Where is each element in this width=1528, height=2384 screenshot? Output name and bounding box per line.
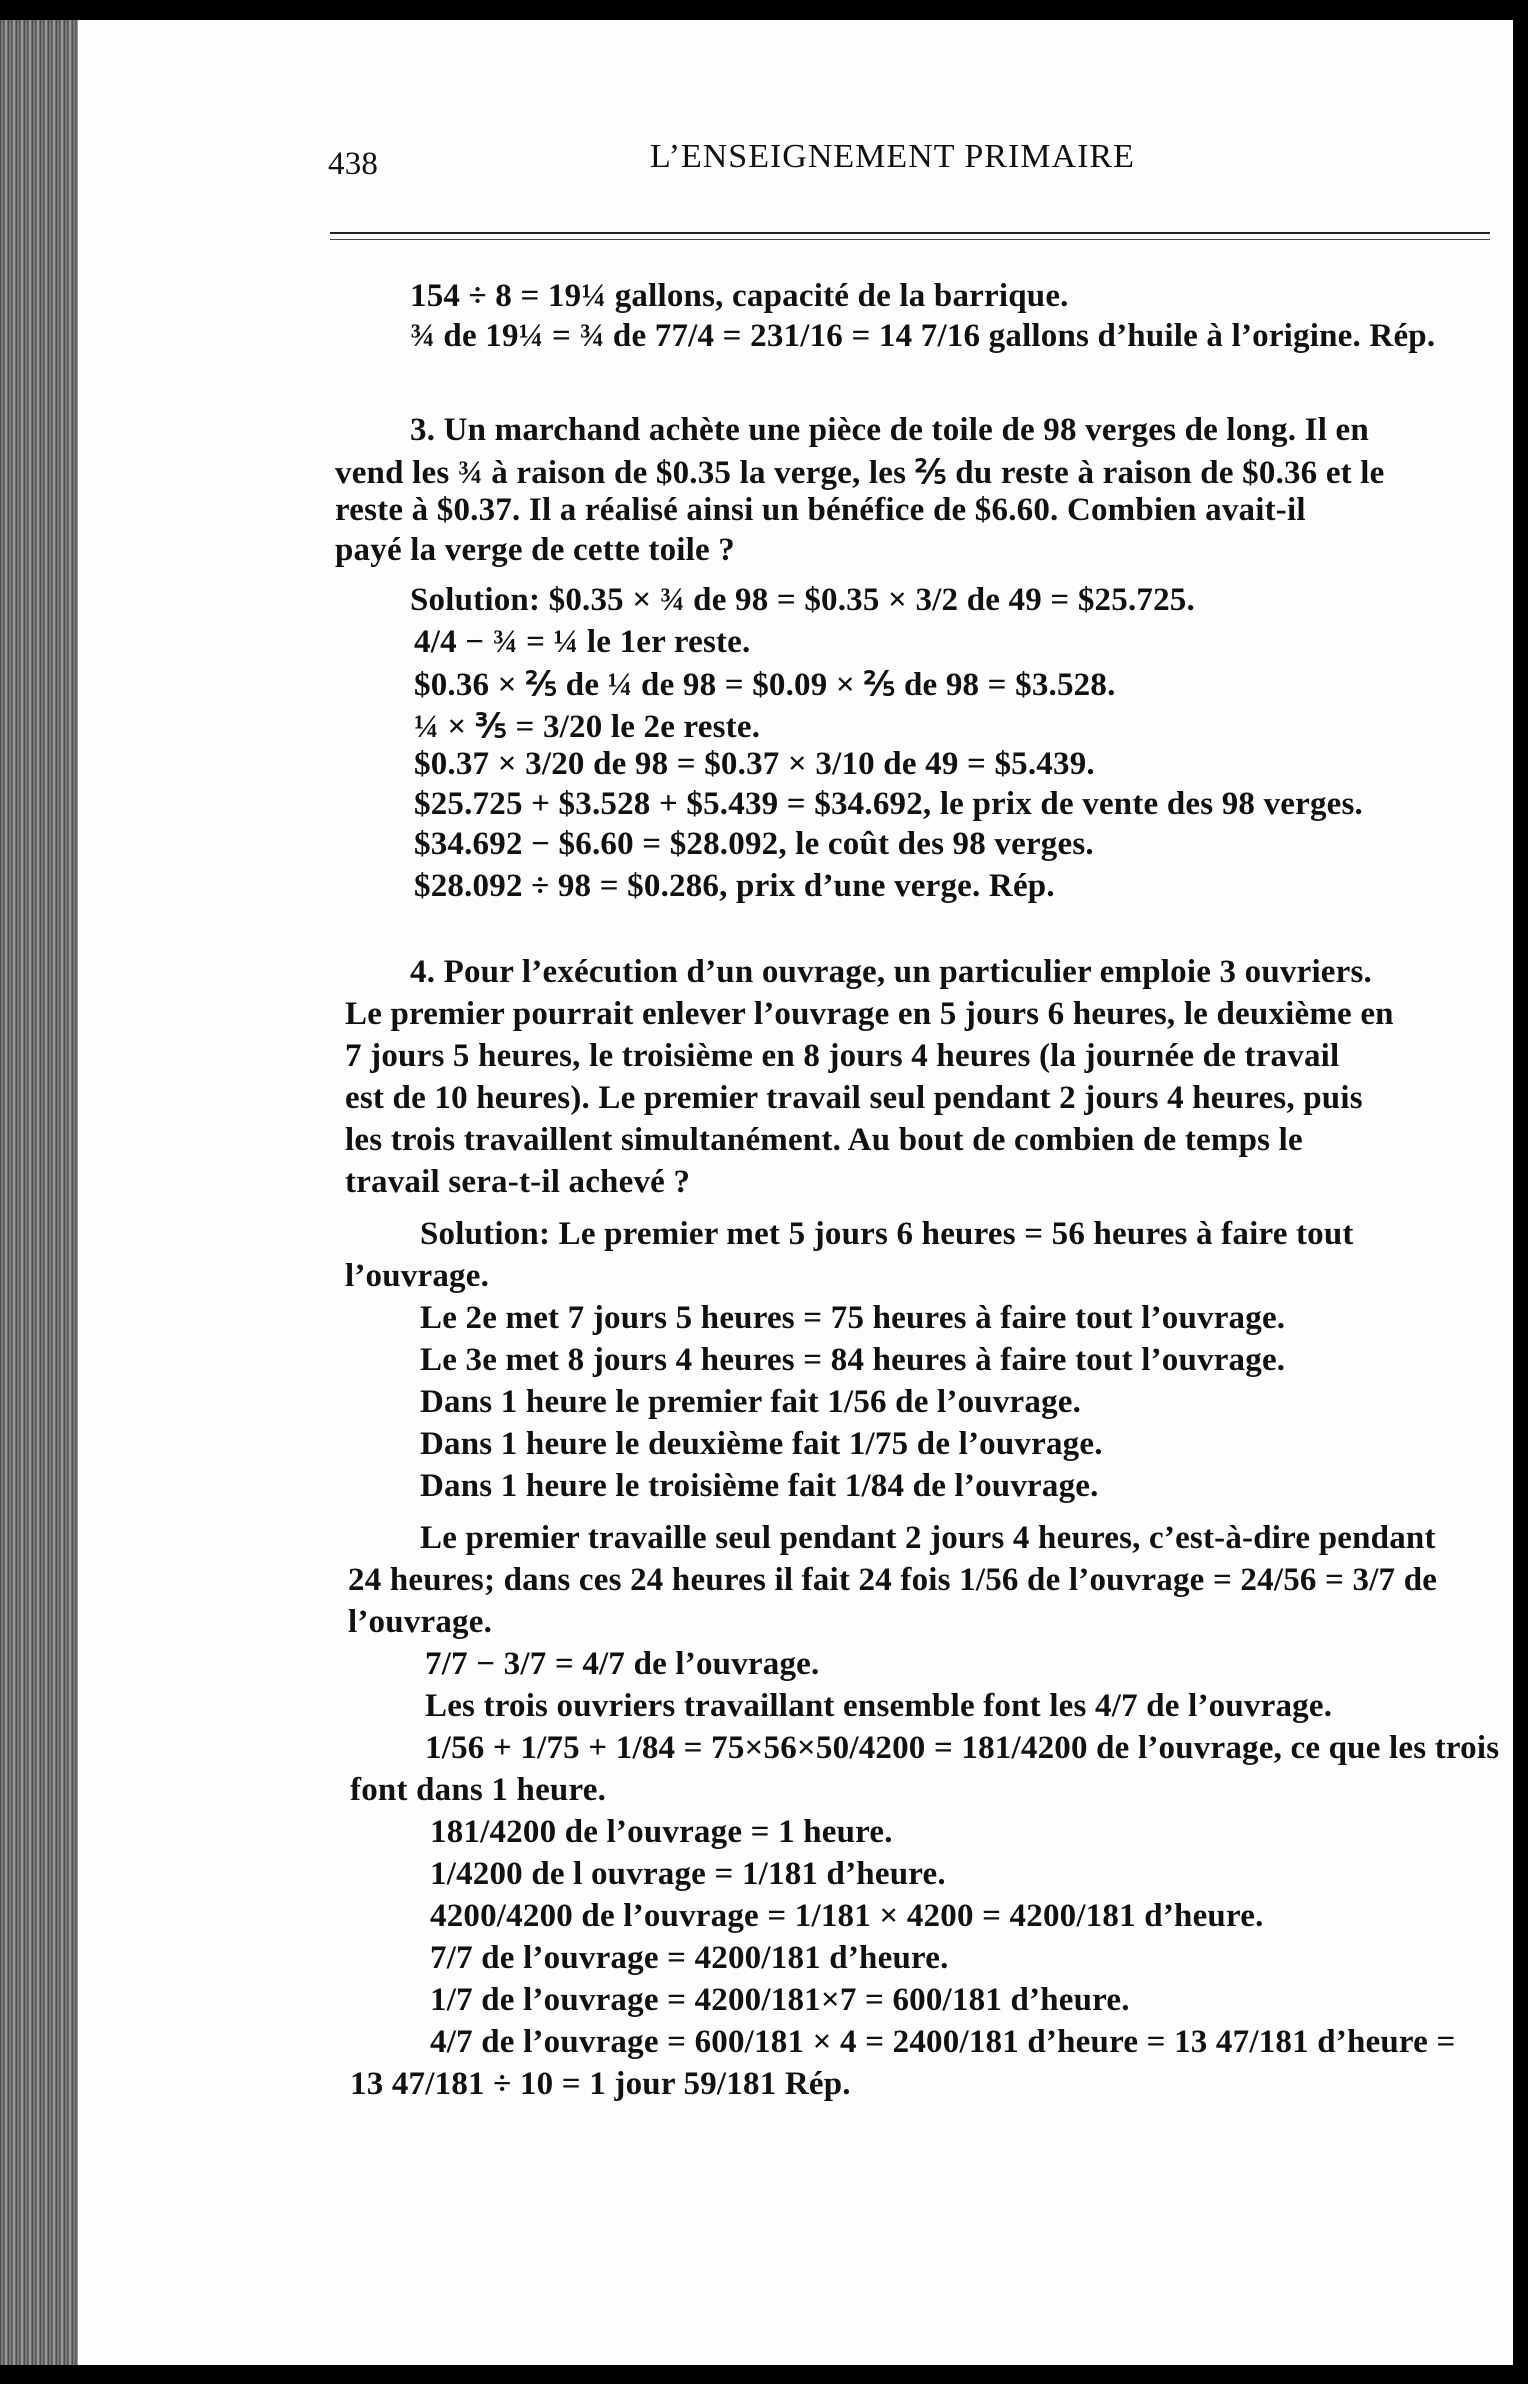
- text-line: est de 10 heures). Le premier travail seul pendant 2 jours 4 heures, puis: [345, 1080, 1363, 1116]
- text-line: 1/7 de l’ouvrage = 4200/181×7 = 600/181 d’heure.: [430, 1982, 1130, 2018]
- text-line: Dans 1 heure le troisième fait 1/84 de l’ouvrage.: [420, 1468, 1099, 1504]
- text-line: $25.725 + $3.528 + $5.439 = $34.692, le prix de vente des 98 verges.: [414, 786, 1364, 822]
- text-line: vend les ¾ à raison de $0.35 la verge, les ⅖ du reste à raison de $0.36 et le: [335, 455, 1385, 491]
- text-line: reste à $0.37. Il a réalisé ainsi un bénéfice de $6.60. Combien avait-il: [335, 492, 1306, 528]
- header-rule: [330, 232, 1490, 234]
- text-line: ¼ × ⅗ = 3/20 le 2e reste.: [414, 709, 761, 745]
- text-line: 4/7 de l’ouvrage = 600/181 × 4 = 2400/181 d’heure = 13 47/181 d’heure =: [430, 2024, 1456, 2060]
- text-line: Le premier pourrait enlever l’ouvrage en 5 jours 6 heures, le deuxième en: [345, 996, 1394, 1032]
- text-line: $28.092 ÷ 98 = $0.286, prix d’une verge. Rép.: [414, 868, 1055, 904]
- text-line: Dans 1 heure le deuxième fait 1/75 de l’ouvrage.: [420, 1426, 1103, 1462]
- solution-line: Solution: Le premier met 5 jours 6 heures = 56 heures à faire tout: [420, 1216, 1354, 1252]
- text-line: payé la verge de cette toile ?: [335, 532, 736, 568]
- solution-line: Solution: $0.35 × ¾ de 98 = $0.35 × 3/2 de 49 = $25.725.: [410, 582, 1195, 618]
- text-line: 13 47/181 ÷ 10 = 1 jour 59/181 Rép.: [350, 2066, 851, 2102]
- text-line: font dans 1 heure.: [350, 1772, 607, 1808]
- text-line: 4/4 − ¾ = ¼ le 1er reste.: [414, 624, 751, 660]
- text-line: 7/7 − 3/7 = 4/7 de l’ouvrage.: [425, 1646, 820, 1682]
- text-line: 181/4200 de l’ouvrage = 1 heure.: [430, 1814, 893, 1850]
- text-line: ¾ de 19¼ = ¾ de 77/4 = 231/16 = 14 7/16 gallons d’huile à l’origine. Rép.: [410, 318, 1436, 354]
- page-number: 438: [328, 146, 379, 182]
- text-line: 24 heures; dans ces 24 heures il fait 24 fois 1/56 de l’ouvrage = 24/56 = 3/7 de: [348, 1562, 1438, 1598]
- text-line: l’ouvrage.: [348, 1604, 493, 1640]
- problem-3-line: 3. Un marchand achète une pièce de toile de 98 verges de long. Il en: [410, 412, 1369, 448]
- text-line: $0.36 × ⅖ de ¼ de 98 = $0.09 × ⅖ de 98 = $3.528.: [414, 667, 1116, 703]
- text-line: Le 2e met 7 jours 5 heures = 75 heures à faire tout l’ouvrage.: [420, 1300, 1286, 1336]
- text-line: 7/7 de l’ouvrage = 4200/181 d’heure.: [430, 1940, 949, 1976]
- text-line: Le premier travaille seul pendant 2 jours 4 heures, c’est-à-dire pendant: [420, 1520, 1436, 1556]
- text-line: 4200/4200 de l’ouvrage = 1/181 × 4200 = 4200/181 d’heure.: [430, 1898, 1264, 1934]
- text-line: 1/56 + 1/75 + 1/84 = 75×56×50/4200 = 181/4200 de l’ouvrage, ce que les trois: [425, 1730, 1500, 1766]
- text-line: Le 3e met 8 jours 4 heures = 84 heures à faire tout l’ouvrage.: [420, 1342, 1286, 1378]
- text-line: travail sera-t-il achevé ?: [345, 1164, 691, 1200]
- text-line: 7 jours 5 heures, le troisième en 8 jours 4 heures (la journée de travail: [345, 1038, 1340, 1074]
- text-line: $0.37 × 3/20 de 98 = $0.37 × 3/10 de 49 = $5.439.: [414, 746, 1095, 782]
- text-line: 154 ÷ 8 = 19¼ gallons, capacité de la barrique.: [410, 278, 1069, 314]
- text-line: Les trois ouvriers travaillant ensemble font les 4/7 de l’ouvrage.: [425, 1688, 1333, 1724]
- text-line: Dans 1 heure le premier fait 1/56 de l’ouvrage.: [420, 1384, 1082, 1420]
- header-rule-thin: [330, 239, 1490, 240]
- text-line: l’ouvrage.: [345, 1258, 490, 1294]
- running-title: L’ENSEIGNEMENT PRIMAIRE: [650, 138, 1135, 175]
- text-line: $34.692 − $6.60 = $28.092, le coût des 98 verges.: [414, 826, 1094, 862]
- text-line: les trois travaillent simultanément. Au bout de combien de temps le: [345, 1122, 1303, 1158]
- problem-4-line: 4. Pour l’exécution d’un ouvrage, un particulier emploie 3 ouvriers.: [410, 954, 1372, 990]
- text-line: 1/4200 de l ouvrage = 1/181 d’heure.: [430, 1856, 946, 1892]
